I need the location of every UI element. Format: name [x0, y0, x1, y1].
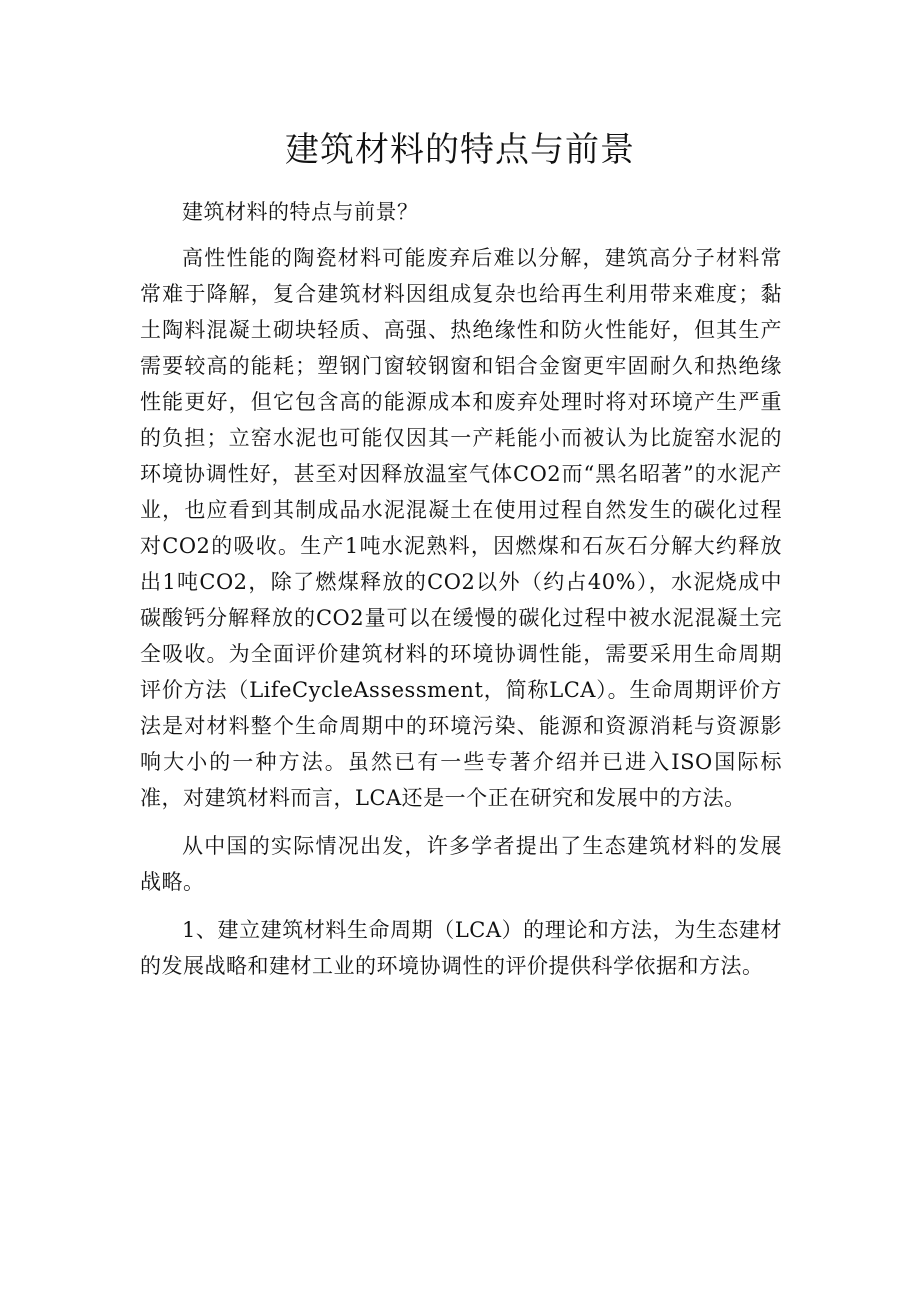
document-body [140, 194, 782, 996]
paragraph-question: 建筑材料的特点与前景？ [182, 200, 419, 224]
document-title: 建筑材料的特点与前景 [285, 130, 635, 170]
paragraph-characteristics: 高性性能的陶瓷材料可能废弃后难以分解，建筑高分子材料常常难于降解，复合建筑材料因组成复杂也给再生利用带来难度；黏土陶料混凝土砌块轻质、高强、热绝缘性和防火性能好，但其生产需要较高的能耗；塑钢门窗较钢窗和铝合金窗更牢固耐久和热绝缘性能更好，但它包含高的能源成本和废弃处理时将对环境产生严重的负担；立窑水泥也可能仅因其一产耗能小而被认为比旋窑水泥的环境协调性好，甚至对因释放温室气体CO2而“黑名昭著”的水泥产业，也应看到其制成品水泥混凝土在使用过程自然发生的碳化过程对CO2的吸收。生产1吨水泥熟料，因燃煤和石灰石分解大约释放出1吨CO2，除了燃煤释放的CO2以外（约占40%），水泥烧成中碳酸钙分解释放的CO2量可以在缓慢的碳化过程中被水泥混凝土完全吸收。为全面评价建筑材料的环境协调性能，需要采用生命周期评价方法（LifeCycleAssessment，简称LCA）。生命周期评价方法是对材料整个生命周期中的环境污染、能源和资源消耗与资源影响大小的一种方法。虽然已有一些专著介绍并已进入ISO国际标准，对建筑材料而言，LCA还是一个正在研究和发展中的方法。 [140, 246, 782, 810]
paragraph-strategy-1: 1、建立建筑材料生命周期（LCA）的理论和方法，为生态建材的发展战略和建材工业的环境协调性的评价提供科学依据和方法。 [140, 918, 782, 978]
paragraph-strategy-intro: 从中国的实际情况出发，许多学者提出了生态建筑材料的发展战略。 [140, 834, 782, 894]
